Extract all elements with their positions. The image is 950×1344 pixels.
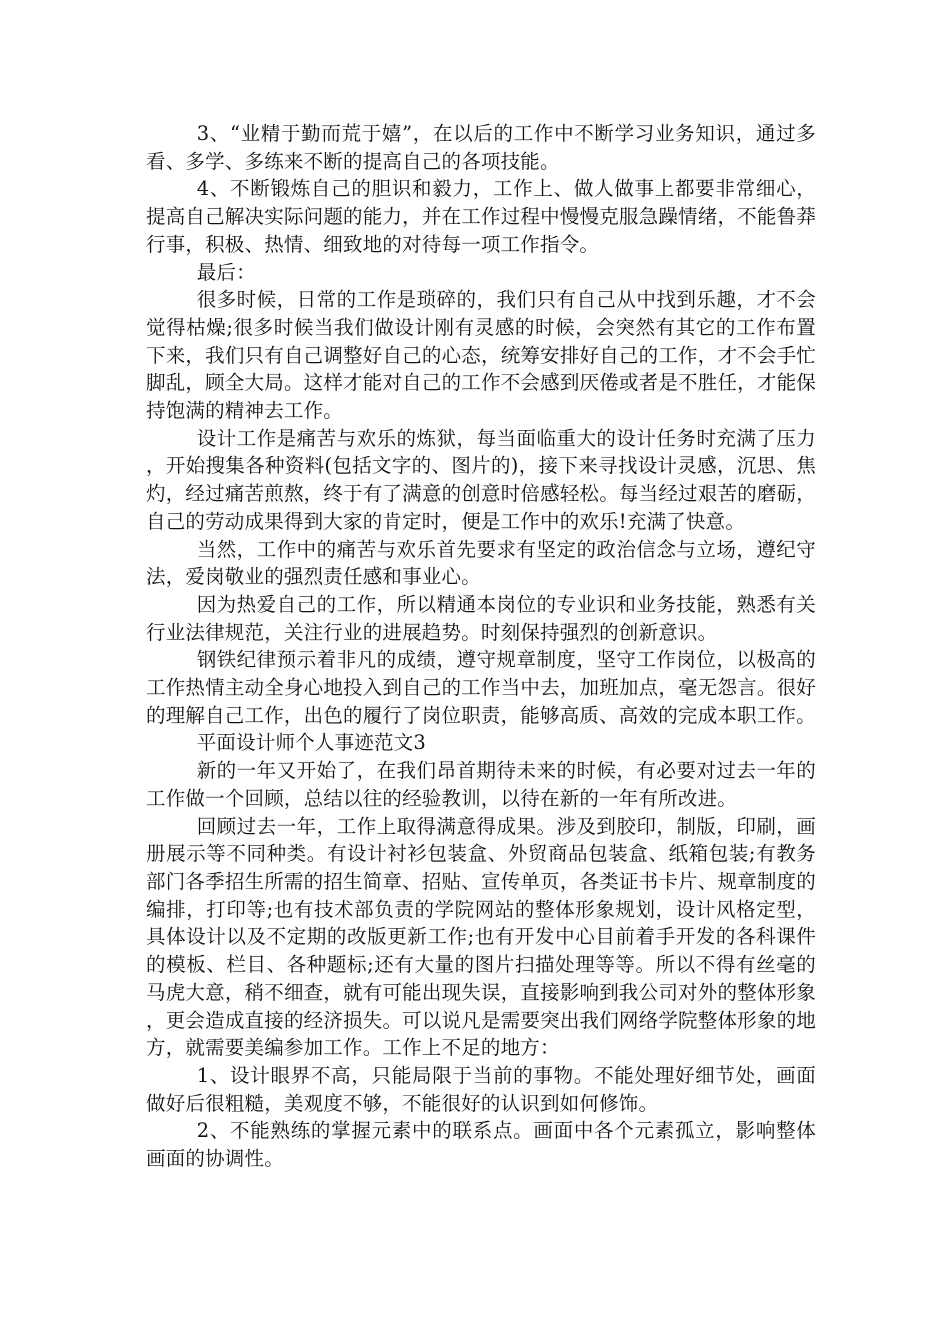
document-page <box>146 120 816 1173</box>
paragraph-shortcoming-2: 2、不能熟练的掌握元素中的联系点。画面中各个元素孤立，影响整体画面的协调性。 <box>146 1119 816 1171</box>
paragraph-design-work: 设计工作是痛苦与欢乐的炼狱，每当面临重大的设计任务时充满了压力，开始搜集各种资料(包括文字的、图片的)，接下来寻找设计灵感，沉思、焦灼，经过痛苦煎熬，终于有了满意的创意时倍感轻松。每当经过艰苦的磨砺，自己的劳动成果得到大家的肯定时，便是工作中的欢乐!充满了快意。 <box>146 426 816 533</box>
paragraph-political-belief: 当然，工作中的痛苦与欢乐首先要求有坚定的政治信念与立场，遵纪守法，爱岗敬业的强烈责任感和事业心。 <box>146 537 816 589</box>
paragraph-item-4: 4、不断锻炼自己的胆识和毅力，工作上、做人做事上都要非常细心，提高自己解决实际问题的能力，并在工作过程中慢慢克服急躁情绪，不能鲁莽行事，积极、热情、细致地的对待每一项工作指令。 <box>146 177 816 256</box>
paragraph-finally-heading: 最后： <box>196 260 256 284</box>
section-heading-sample-3: 平面设计师个人事迹范文3 <box>196 731 426 755</box>
paragraph-discipline: 钢铁纪律预示着非凡的成绩，遵守规章制度，坚守工作岗位，以极高的工作热情主动全身心地投入到自己的工作当中去，加班加点，毫无怨言。很好的理解自己工作，出色的履行了岗位职责，能够高质、高效的完成本职工作。 <box>146 648 816 727</box>
paragraph-daily-work: 很多时候，日常的工作是琐碎的，我们只有自己从中找到乐趣，才不会觉得枯燥;很多时候当我们做设计刚有灵感的时候，会突然有其它的工作布置下来，我们只有自己调整好自己的心态，统筹安排好自己的工作，才不会手忙脚乱，顾全大局。这样才能对自己的工作不会感到厌倦或者是不胜任，才能保持饱满的精神去工作。 <box>146 288 816 423</box>
paragraph-shortcoming-1: 1、设计眼界不高，只能局限于当前的事物。不能处理好细节处，画面做好后很粗糙，美观度不够，不能很好的认识到如何修饰。 <box>146 1063 816 1115</box>
paragraph-review-year: 回顾过去一年，工作上取得满意得成果。涉及到胶印，制版，印刷，画册展示等不同种类。有设计衬衫包装盒、外贸商品包装盒、纸箱包装;有教务部门各季招生所需的招生简章、招贴、宣传单页，各类证书卡片、规章制度的编排，打印等;也有技术部负责的学院网站的整体形象规划，设计风格定型，具体设计以及不定期的改版更新工作;也有开发中心目前着手开发的各科课件的模板、栏目、各种题标;还有大量的图片扫描处理等等。所以不得有丝毫的马虎大意，稍不细查，就有可能出现失误，直接影响到我公司对外的整体形象，更会造成直接的经济损失。可以说凡是需要突出我们网络学院整体形象的地方，就需要美编参加工作。工作上不足的地方： <box>146 814 816 1060</box>
paragraph-love-work: 因为热爱自己的工作，所以精通本岗位的专业识和业务技能，熟悉有关行业法律规范，关注行业的进展趋势。时刻保持强烈的创新意识。 <box>146 592 816 644</box>
paragraph-new-year: 新的一年又开始了，在我们昂首期待未来的时候，有必要对过去一年的工作做一个回顾，总结以往的经验教训，以待在新的一年有所改进。 <box>146 759 816 810</box>
paragraph-item-3: 3、“业精于勤而荒于嬉”，在以后的工作中不断学习业务知识，通过多看、多学、多练来不断的提高自己的各项技能。 <box>146 122 816 173</box>
